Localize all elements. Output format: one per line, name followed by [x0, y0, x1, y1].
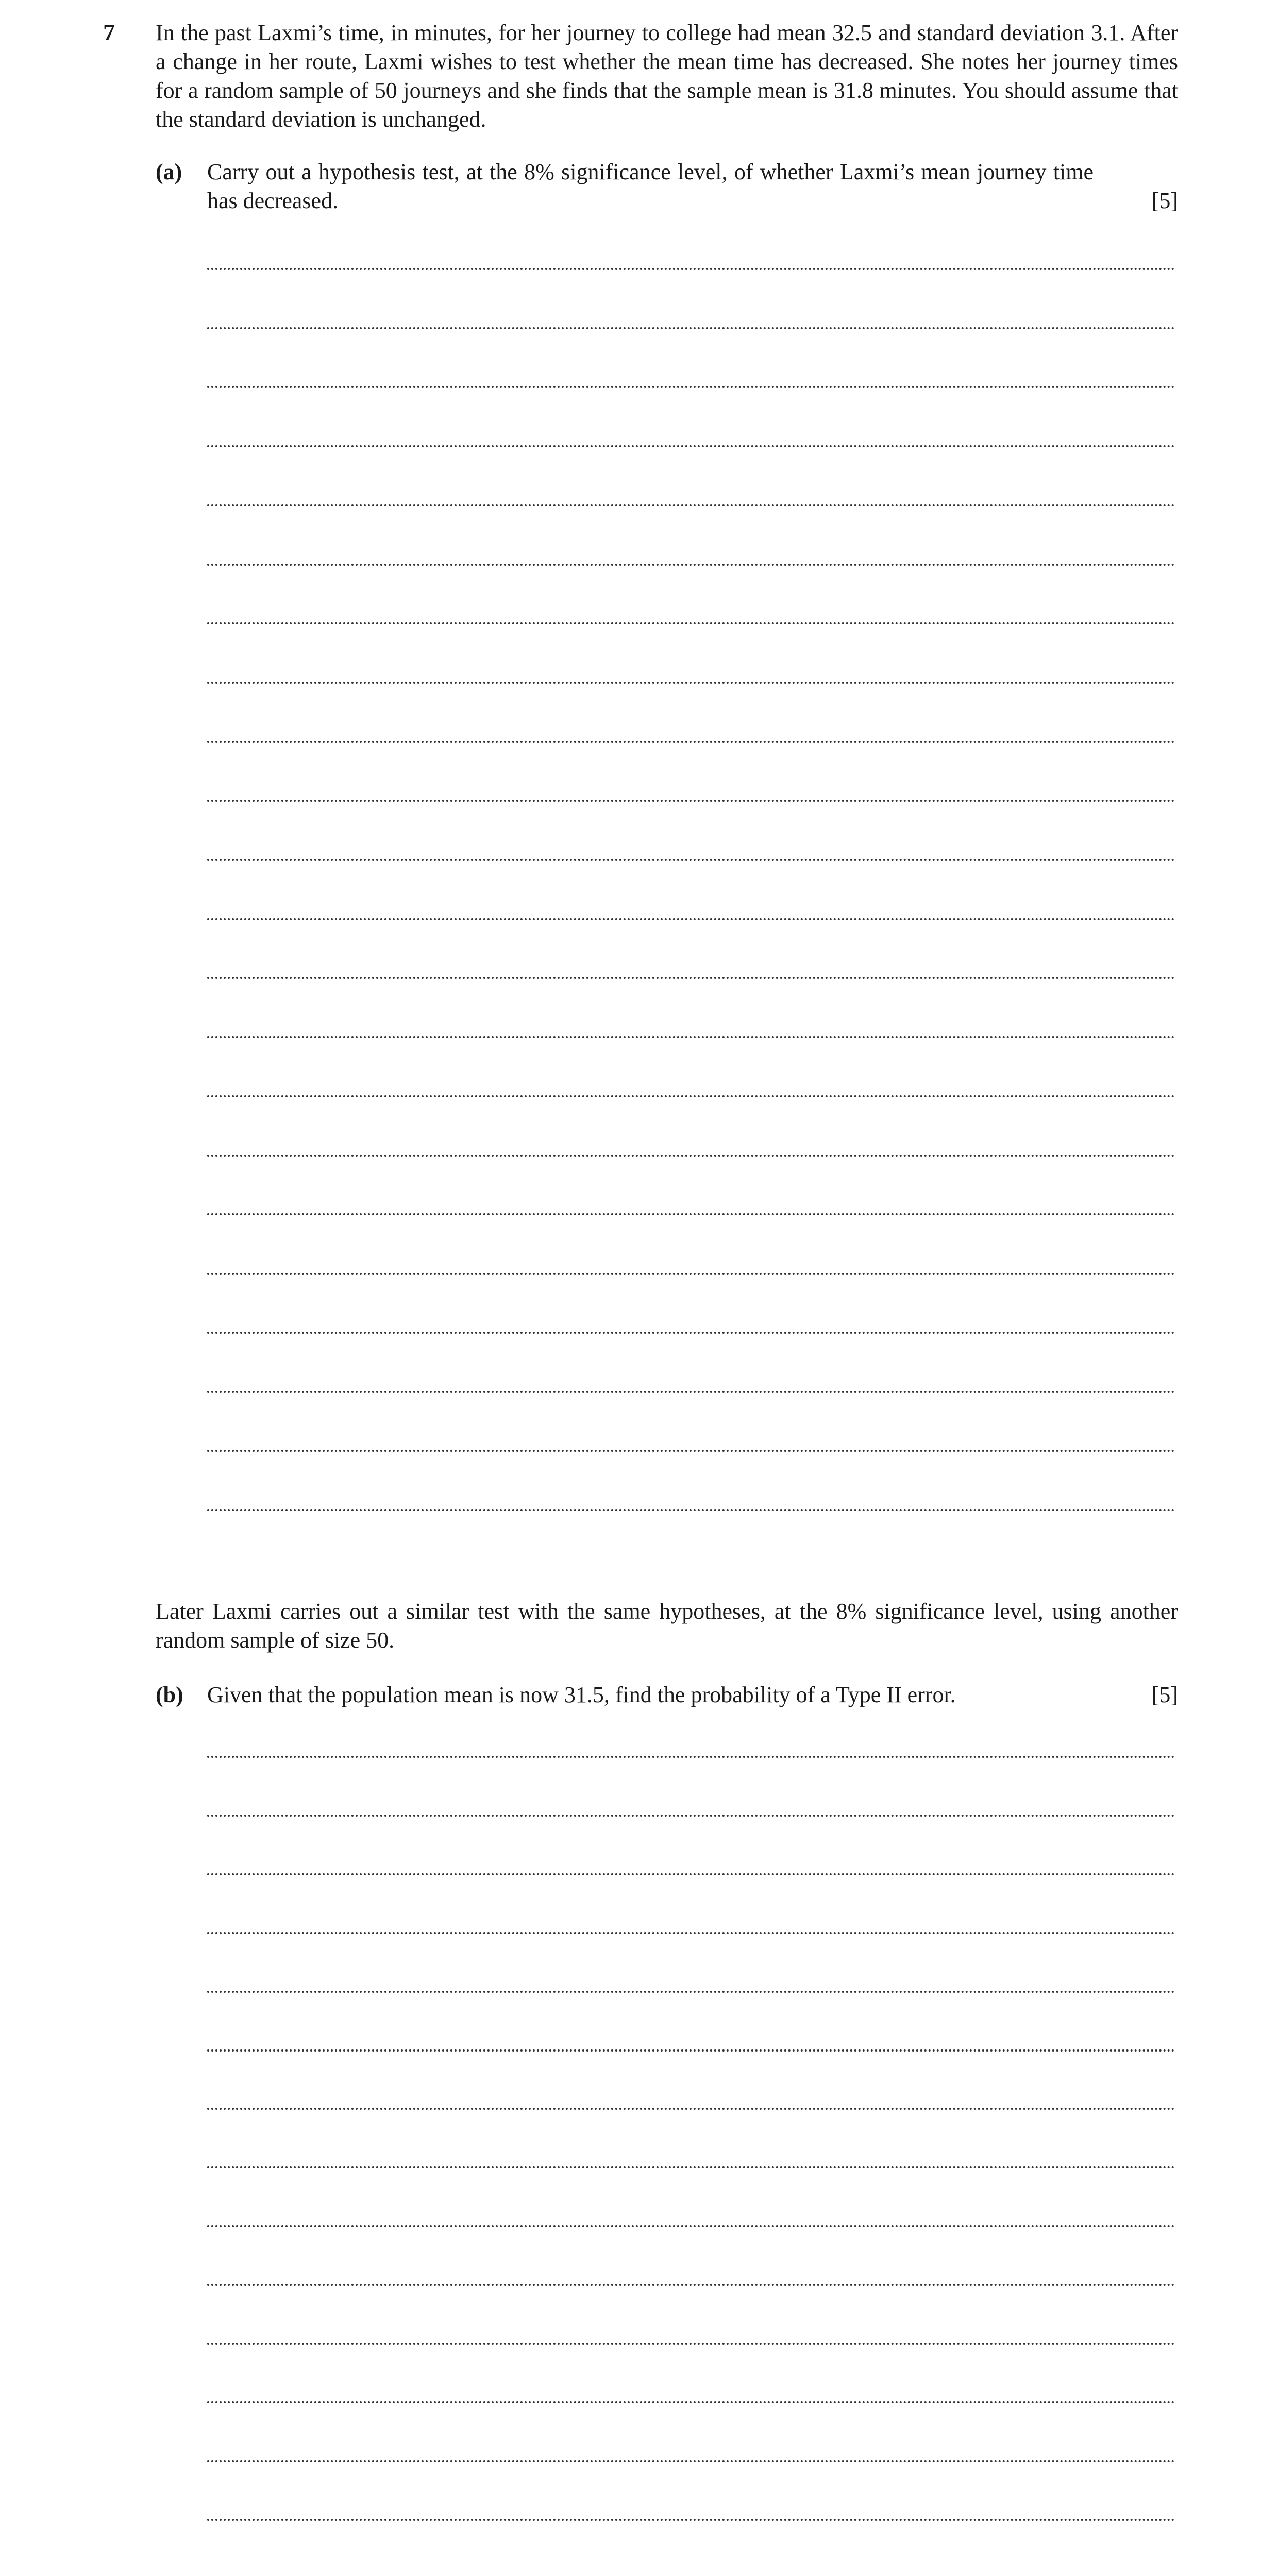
answer-line[interactable]: [207, 327, 1175, 329]
answer-line[interactable]: [207, 2343, 1175, 2345]
answer-line[interactable]: [207, 2460, 1175, 2462]
part-a-label: (a): [156, 159, 182, 184]
answer-line[interactable]: [207, 682, 1175, 684]
answer-line[interactable]: [207, 1155, 1175, 1157]
part-b-marks: [5]: [1151, 1682, 1178, 1707]
answer-line[interactable]: [207, 1991, 1175, 1993]
answer-line[interactable]: [207, 1036, 1175, 1038]
answer-line[interactable]: [207, 1391, 1175, 1393]
answer-line[interactable]: [207, 386, 1175, 388]
part-a-text: Carry out a hypothesis test, at the 8% significance level, of whether Laxmi’s mean journey time has decreased.: [207, 159, 1094, 213]
question-number: 7: [103, 19, 115, 45]
part-b-text: Given that the population mean is now 31.5, find the probability of a Type II error.: [207, 1682, 956, 1707]
answer-line[interactable]: [207, 445, 1175, 447]
answer-line[interactable]: [207, 2049, 1175, 2052]
answer-line[interactable]: [207, 2166, 1175, 2168]
answer-line[interactable]: [207, 2108, 1175, 2110]
question-stem: In the past Laxmi’s time, in minutes, for her journey to college had mean 32.5 and standard deviation 3.1. After a change in her route, Laxmi wishes to test whether the mean time has decreased. She notes her journey times for a random sample of 50 journeys and she finds that the sample mean is 31.8 minutes. You should assume that the standard deviation is unchanged.: [156, 20, 1178, 132]
answer-line[interactable]: [207, 800, 1175, 802]
answer-line[interactable]: [207, 1273, 1175, 1275]
answer-line[interactable]: [207, 1815, 1175, 1817]
answer-line[interactable]: [207, 918, 1175, 920]
interlude-text: Later Laxmi carries out a similar test with the same hypotheses, at the 8% significance level, using another random sample of size 50.: [156, 1599, 1178, 1653]
answer-line[interactable]: [207, 1332, 1175, 1334]
part-b-label: (b): [156, 1682, 183, 1707]
answer-line[interactable]: [207, 1509, 1175, 1511]
answer-line[interactable]: [207, 1756, 1175, 1758]
answer-line[interactable]: [207, 1873, 1175, 1875]
answer-line[interactable]: [207, 1450, 1175, 1452]
answer-line[interactable]: [207, 564, 1175, 566]
answer-line[interactable]: [207, 2519, 1175, 2521]
answer-line[interactable]: [207, 741, 1175, 743]
answer-line[interactable]: [207, 1095, 1175, 1097]
answer-line[interactable]: [207, 977, 1175, 979]
answer-line[interactable]: [207, 2284, 1175, 2286]
answer-line[interactable]: [207, 2225, 1175, 2227]
answer-line[interactable]: [207, 2401, 1175, 2403]
answer-line[interactable]: [207, 268, 1175, 270]
answer-line[interactable]: [207, 504, 1175, 506]
answer-line[interactable]: [207, 1932, 1175, 1934]
answer-line[interactable]: [207, 1213, 1175, 1215]
answer-line[interactable]: [207, 859, 1175, 861]
part-a-marks: [5]: [1151, 188, 1178, 213]
answer-line[interactable]: [207, 622, 1175, 624]
